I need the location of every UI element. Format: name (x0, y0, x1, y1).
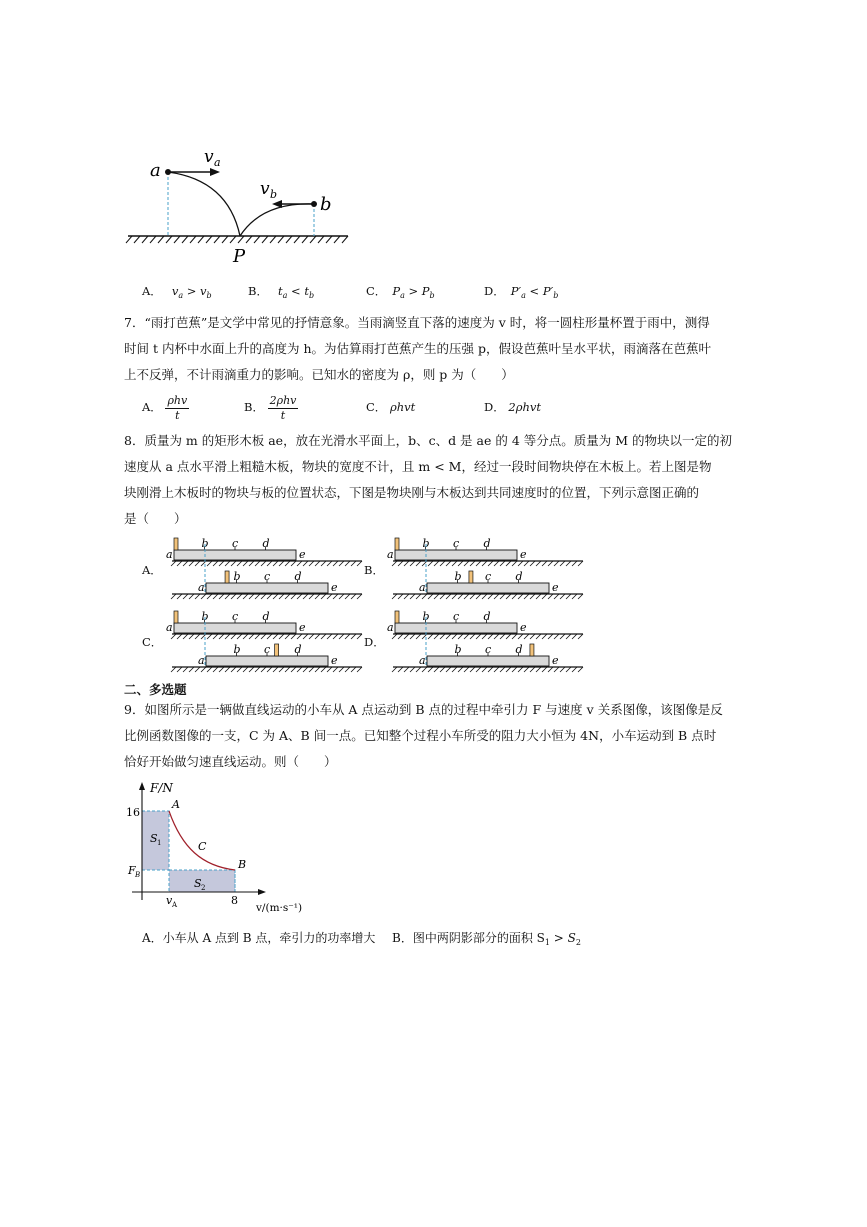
q8-line-4: 是（ ） (124, 511, 187, 526)
point-b-label: b (201, 537, 209, 550)
force-velocity-graph (120, 778, 320, 918)
q8-diagram-c (166, 603, 362, 675)
block-lower (469, 571, 473, 583)
point-a-label: a (166, 621, 173, 634)
point-a-label: a (166, 548, 173, 561)
point-e-label: e (299, 548, 306, 561)
point-c-label: c (264, 570, 271, 583)
x-tick-8: 8 (231, 894, 238, 907)
point-a-label: a (198, 654, 205, 667)
q8-option-a-label[interactable]: A． (142, 563, 162, 577)
q9-line-2: 比例函数图像的一支，C 为 A、B 间一点。已知整个过程小车所受的阻力大小恒为 4N，小车运动到 B 点时 (124, 728, 717, 743)
point-d-label: d (294, 643, 302, 656)
y-axis-label: F/N (150, 781, 173, 795)
board-lower (427, 583, 549, 593)
q8-option-c-label[interactable]: C． (142, 635, 163, 649)
q7-option-d[interactable]: D． 2ρhvt (484, 400, 541, 414)
point-b-label: b (454, 570, 462, 583)
svg-text:b: b (270, 188, 278, 201)
trajectory-a (168, 172, 240, 236)
q8-diagram-d (387, 603, 583, 675)
point-d-label: d (483, 610, 491, 623)
block-upper (174, 611, 178, 623)
area-label-s1: S (150, 832, 158, 845)
q7-option-a[interactable]: A． $\frac{\text{ρhv}}{t}$ (142, 393, 188, 422)
point-a-label: a (419, 654, 426, 667)
x-axis-label: v/(m·s⁻¹) (256, 902, 303, 914)
point-a-label: a (387, 548, 394, 561)
point-d-label: d (294, 570, 302, 583)
point-a-label: a (198, 581, 205, 594)
q8-diagram-b (387, 530, 583, 602)
label-vb: v (260, 179, 270, 199)
q6-option-a[interactable]: A． $v_a > v_b$ (142, 284, 212, 300)
q7-line-2: 时间 t 内杯中水面上升的高度为 h。为估算雨打芭蕉产生的压强 p，假设芭蕉叶呈水平状，雨滴落在芭蕉叶 (124, 341, 711, 356)
q8-option-b-label[interactable]: B． (364, 563, 384, 577)
point-b-label: b (233, 643, 241, 656)
fraction: $\frac{\text{ρhv}}{t}$ (167, 393, 188, 422)
x-tick-va: v (166, 894, 173, 907)
q9-option-b[interactable]: B．图中两阴影部分的面积 $S_1 > S_2$ (392, 931, 581, 947)
point-c-label: c (453, 610, 460, 623)
block-upper (395, 611, 399, 623)
section-title: 二、多选题 (124, 682, 187, 697)
board-upper (395, 623, 517, 633)
area-label-s2: S (194, 877, 202, 890)
point-b-label: b (201, 610, 209, 623)
fraction: $\frac{\text{2ρhv}}{t}$ (269, 393, 297, 422)
point-e-label: e (520, 621, 527, 634)
label-p: P (233, 246, 246, 267)
trajectory-b (240, 204, 314, 236)
q8-line-1: 8．质量为 m 的矩形木板 ae，放在光滑水平面上，b、c、d 是 ae 的 4 等分点。质量为 M 的物块以一定的初 (124, 433, 732, 448)
point-a-label: a (419, 581, 426, 594)
block-upper (395, 538, 399, 550)
q9-line-1: 9．如图所示是一辆做直线运动的小车从 A 点运动到 B 点的过程中牵引力 F 与速度 v 关系图像，该图像是反 (124, 702, 723, 717)
block-lower (530, 644, 534, 656)
board-lower (206, 656, 328, 666)
q8-line-3: 块刚滑上木板时的物块与板的位置状态，下图是物块刚与木板达到共同速度时的位置，下列示意图正确的 (124, 485, 700, 500)
block-upper (174, 538, 178, 550)
q7-line-3: 上不反弹，不计雨滴重力的影响。已知水的密度为 ρ，则 p 为（ ） (124, 367, 514, 382)
point-c-label: c (485, 570, 492, 583)
point-b-label: b (233, 570, 241, 583)
q7-line-1: 7．“雨打芭蕉”是文学中常见的抒情意象。当雨滴竖直下落的速度为 v 时，将一圆柱形量杯置于雨中，测得 (124, 315, 710, 330)
q8-option-d-label[interactable]: D． (364, 635, 385, 649)
block-lower (275, 644, 279, 656)
point-e-label: e (552, 581, 559, 594)
point-label-c: C (198, 840, 207, 853)
q6-option-c[interactable]: C． $P_a > P_b$ (366, 284, 435, 300)
board-lower (206, 583, 328, 593)
q8-diagram-a (166, 530, 362, 602)
point-d-label: d (262, 610, 270, 623)
board-upper (174, 623, 296, 633)
q6-option-b[interactable]: B． $t_a < t_b$ (248, 284, 315, 300)
point-c-label: c (232, 537, 239, 550)
point-d-label: d (483, 537, 491, 550)
svg-text:a: a (214, 156, 221, 169)
point-d-label: d (262, 537, 270, 550)
svg-text:B: B (135, 871, 141, 879)
label-va: v (204, 147, 214, 167)
point-d-label: d (515, 570, 523, 583)
point-label-b: B (238, 858, 247, 871)
point-c-label: c (232, 610, 239, 623)
y-tick-16: 16 (126, 806, 140, 819)
point-b-label: b (422, 610, 430, 623)
point-e-label: e (331, 654, 338, 667)
y-tick-fb: F (128, 864, 136, 877)
q9-line-3: 恰好开始做匀速直线运动。则（ ） (124, 754, 337, 769)
point-c-label: c (453, 537, 460, 550)
point-d-label: d (515, 643, 523, 656)
point-e-label: e (299, 621, 306, 634)
point-b-label: b (422, 537, 430, 550)
point-e-label: e (552, 654, 559, 667)
point-c-label: c (485, 643, 492, 656)
point-a-label: a (387, 621, 394, 634)
projectile-figure (120, 140, 360, 270)
label-b: b (320, 194, 332, 215)
point-e-label: e (520, 548, 527, 561)
svg-text:A: A (172, 901, 178, 909)
ground (126, 236, 348, 243)
q8-line-2: 速度从 a 点水平滑上粗糙木板，物块的宽度不计，且 m < M，经过一段时间物块停在木板上。若上图是物 (124, 459, 712, 474)
board-lower (427, 656, 549, 666)
point-e-label: e (331, 581, 338, 594)
q9-option-a[interactable]: A．小车从 A 点到 B 点，牵引力的功率增大 (142, 931, 376, 945)
q6-option-d[interactable]: D． $P'_a < P'_b$ (484, 284, 559, 300)
point-label-a: A (172, 798, 180, 811)
block-lower (225, 571, 229, 583)
point-b-label: b (454, 643, 462, 656)
q7-option-b[interactable]: B． $\frac{\text{2ρhv}}{t}$ (244, 393, 297, 422)
board-upper (174, 550, 296, 560)
point-c-label: c (264, 643, 271, 656)
board-upper (395, 550, 517, 560)
label-a: a (150, 160, 161, 181)
svg-text:2: 2 (201, 884, 206, 892)
svg-text:1: 1 (157, 839, 162, 847)
q7-option-c[interactable]: C． ρhvt (366, 400, 416, 414)
